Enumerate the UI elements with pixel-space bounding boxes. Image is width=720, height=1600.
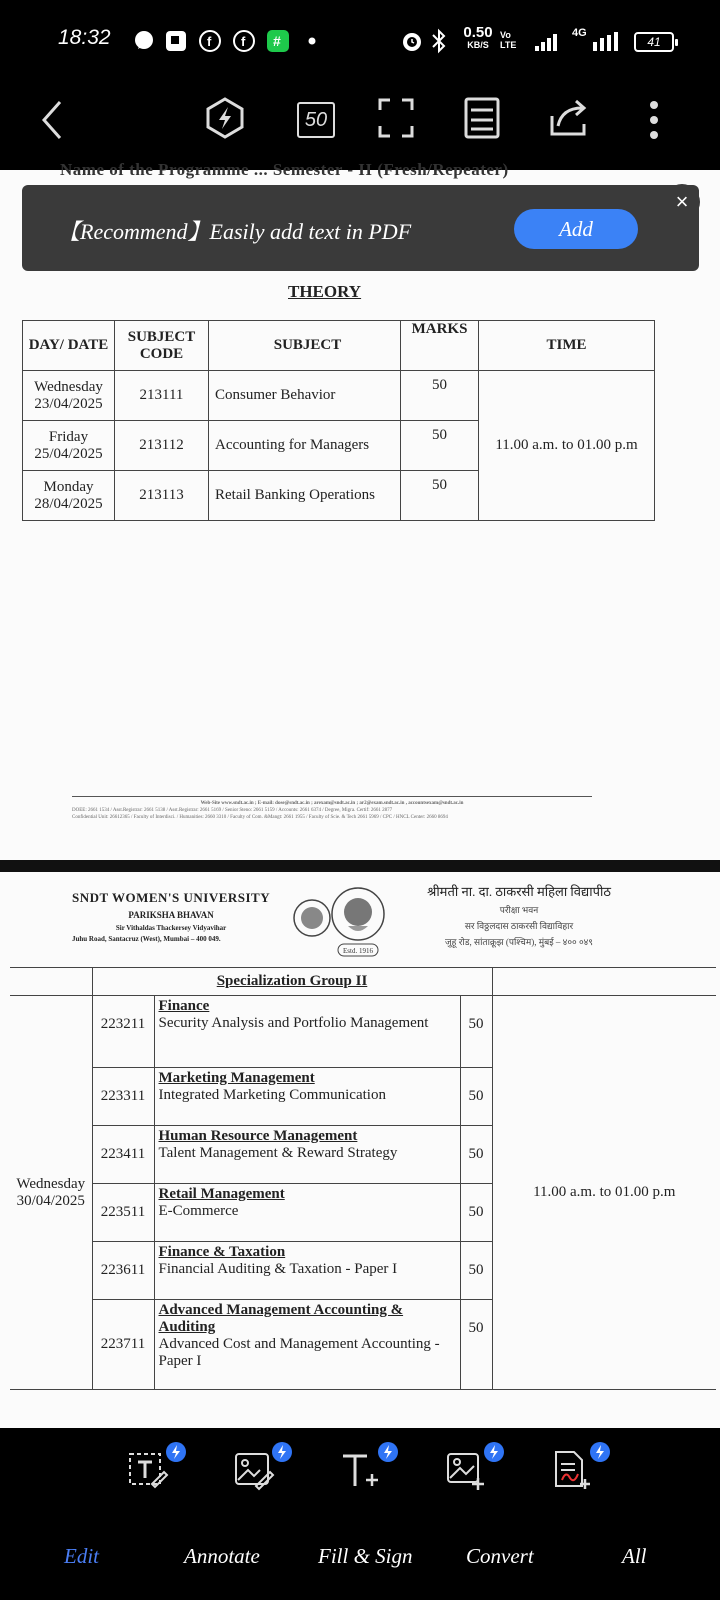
header-time: TIME <box>479 321 655 371</box>
row-code: 213112 <box>115 421 209 471</box>
hindi-university-name: श्रीमती ना. दा. ठाकरसी महिला विद्यापीठ <box>427 884 611 899</box>
svg-text:f: f <box>207 34 212 49</box>
row-group: Retail Management <box>158 1186 285 1202</box>
row-code: 223611 <box>92 1242 154 1300</box>
university-header <box>72 890 270 943</box>
clock: 18:32 <box>58 26 111 49</box>
pdf-page-2 <box>0 872 720 1428</box>
premium-bolt-icon <box>590 1442 610 1462</box>
edit-image-tool[interactable] <box>234 1450 274 1490</box>
university-seal <box>290 878 400 958</box>
edit-image-icon <box>234 1450 274 1490</box>
row-marks: 50 <box>460 1184 492 1242</box>
row-day: Wednesday <box>16 1175 86 1192</box>
row-marks: 50 <box>460 1126 492 1184</box>
net-speed: 0.50 KB/S <box>463 24 493 50</box>
row-group: Human Resource Management <box>158 1128 358 1144</box>
pdf-toolbar <box>0 80 720 170</box>
row-subject: Financial Auditing & Taxation - Paper I <box>158 1261 398 1277</box>
row-date: 23/04/2025 <box>34 395 103 412</box>
premium-bolt-icon <box>166 1442 186 1462</box>
row-code: 223511 <box>92 1184 154 1242</box>
header-date: DAY/ DATE <box>23 321 115 371</box>
zoom-level[interactable]: 50 <box>297 102 335 138</box>
fullscreen-icon[interactable] <box>376 96 416 140</box>
back-arrow-icon[interactable] <box>36 98 68 142</box>
share-icon[interactable] <box>546 96 592 140</box>
premium-bolt-icon <box>272 1442 292 1462</box>
volte-label: Vo LTE <box>500 30 517 50</box>
bottom-tab-bar <box>0 1520 720 1600</box>
table-header <box>23 321 655 371</box>
page-footer <box>72 800 592 821</box>
pdf-signature-icon <box>552 1450 592 1490</box>
footer-line: Web-Site www.sndt.ac.in ; E-mail: dose@sndt.ac.in ; arexam@sndt.ac.in ; ar2@exam.sndt.ac.in , accountsexam@sndt.ac.in <box>200 801 464 806</box>
row-group: Finance <box>158 998 210 1014</box>
row-subject: E-Commerce <box>158 1203 239 1219</box>
alarm-icon <box>400 29 424 53</box>
row-subject: Accounting for Managers <box>209 421 401 471</box>
add-image-tool[interactable] <box>446 1450 486 1490</box>
row-day: Wednesday <box>34 378 103 395</box>
signature-tool[interactable] <box>552 1450 592 1490</box>
row-group: Advanced Management Accounting & Auditing <box>158 1302 404 1335</box>
row-code: 213113 <box>115 471 209 521</box>
programme-header-cut: Name of the Programme ... Semester - II (Fresh/Repeater) <box>60 160 509 179</box>
exam-time: 11.00 a.m. to 01.00 p.m <box>479 371 655 521</box>
facebook-icon-2 <box>233 30 255 52</box>
row-marks: 50 <box>401 471 479 521</box>
tab-all[interactable]: All <box>622 1544 647 1568</box>
premium-bolt-icon <box>484 1442 504 1462</box>
row-code: 213111 <box>115 371 209 421</box>
page-view-icon[interactable] <box>462 96 502 140</box>
row-marks: 50 <box>460 996 492 1068</box>
edit-tools-bar <box>0 1428 720 1520</box>
svg-text:#: # <box>273 33 281 49</box>
row-subject: Security Analysis and Portfolio Management <box>158 1015 429 1031</box>
specialization-timetable <box>10 967 716 1390</box>
row-subject: Integrated Marketing Communication <box>158 1087 386 1103</box>
tab-edit[interactable]: Edit <box>64 1544 99 1568</box>
theory-timetable <box>22 320 655 521</box>
row-date: 30/04/2025 <box>16 1192 85 1209</box>
table-header <box>10 968 716 996</box>
ai-tools-icon[interactable] <box>203 96 247 140</box>
status-bar <box>0 0 720 80</box>
row-code: 223411 <box>92 1126 154 1184</box>
add-text-icon <box>340 1450 380 1490</box>
footer-line: Confidential Unit: 26612365 / Faculty of Interdisci. / Humanities: 2660 3310 / Faculty of Com. &Mangt: 2661 1955 / Faculty of Scie. & Tech 2661 5969 / CPC / HNCL Center: 2660 8694 <box>72 815 448 820</box>
app-notification-icon <box>164 29 188 53</box>
footer-divider <box>72 796 592 797</box>
row-marks: 50 <box>401 421 479 471</box>
row-date: 25/04/2025 <box>34 445 103 462</box>
chat-notification-icon <box>133 30 155 52</box>
row-marks: 50 <box>460 1068 492 1126</box>
add-text-tool[interactable] <box>340 1450 380 1490</box>
table-row <box>10 996 716 1068</box>
tab-convert[interactable]: Convert <box>466 1544 534 1568</box>
messenger-icon <box>266 29 290 53</box>
signal-icon-2 <box>592 32 622 52</box>
footer-line: DOEE: 2661 1534 / Asst.Registrar: 2661 5138 / Asst.Registrar: 2661 5169 / Senior Steno: 2661 5159 / Accounts: 2661 6374 / Degree, Migra. Certif: 2661 2877 <box>72 808 393 813</box>
tab-annotate[interactable]: Annotate <box>184 1544 260 1568</box>
signal-icon <box>534 32 560 52</box>
header-subject: SUBJECT <box>209 321 401 371</box>
row-group: Finance & Taxation <box>158 1244 286 1260</box>
row-marks: 50 <box>460 1242 492 1300</box>
battery-indicator: 41 <box>634 32 674 52</box>
university-address: Juhu Road, Santacruz (West), Mumbai – 400 049. <box>72 935 221 943</box>
edit-text-icon <box>128 1450 168 1490</box>
add-image-icon <box>446 1450 486 1490</box>
hindi-office-name: परीक्षा भवन <box>499 905 539 915</box>
premium-bolt-icon <box>378 1442 398 1462</box>
add-button[interactable]: Add <box>514 209 638 249</box>
pdf-page-1 <box>0 160 720 860</box>
facebook-icon <box>199 30 221 52</box>
recommend-banner <box>22 185 699 271</box>
more-notifications-dot <box>308 37 316 45</box>
svg-text:Estd. 1916: Estd. 1916 <box>343 947 373 955</box>
banner-text: 【Recommend】Easily add text in PDF <box>58 219 412 244</box>
row-subject: Retail Banking Operations <box>209 471 401 521</box>
header-marks: MARKS <box>401 321 479 371</box>
university-name: SNDT WOMEN'S UNIVERSITY <box>72 890 271 905</box>
more-options-icon[interactable] <box>648 100 660 140</box>
university-header-hindi <box>414 882 624 948</box>
row-subject: Consumer Behavior <box>209 371 401 421</box>
row-day: Monday <box>43 478 94 495</box>
campus-name: Sir Vithaldas Thackersey Vidyavihar <box>115 924 227 932</box>
row-subject: Talent Management & Reward Strategy <box>158 1145 398 1161</box>
group-title: Specialization Group II <box>216 973 368 989</box>
network-type: 4G <box>572 27 587 39</box>
row-group: Marketing Management <box>158 1070 315 1086</box>
row-marks: 50 <box>460 1300 492 1390</box>
table-row <box>23 371 655 421</box>
svg-text:f: f <box>241 34 246 49</box>
row-code: 223311 <box>92 1068 154 1126</box>
hindi-address: जुहू रोड, सांताक्रूझ (पश्चिम), मुंबई – ४०० ०४९ <box>444 937 593 947</box>
close-banner-button[interactable]: × <box>664 184 700 220</box>
row-code: 223211 <box>92 996 154 1068</box>
row-day: Friday <box>48 428 89 445</box>
edit-text-tool[interactable] <box>128 1450 168 1490</box>
exam-time: 11.00 a.m. to 01.00 p.m <box>492 996 716 1390</box>
office-name: PARIKSHA BHAVAN <box>128 910 214 920</box>
page-separator <box>0 860 720 872</box>
row-marks: 50 <box>401 371 479 421</box>
section-title: THEORY <box>288 282 362 301</box>
row-subject: Advanced Cost and Management Accounting - Paper I <box>158 1336 440 1369</box>
bluetooth-icon <box>430 28 448 54</box>
tab-fill-sign[interactable]: Fill & Sign <box>318 1544 413 1568</box>
header-code: SUBJECT CODE <box>115 321 209 371</box>
row-date: 28/04/2025 <box>34 495 103 512</box>
hindi-campus-name: सर विठ्ठलदास ठाकरसी विद्याविहार <box>464 921 574 931</box>
row-code: 223711 <box>92 1300 154 1390</box>
pdf-document[interactable] <box>0 160 720 1428</box>
